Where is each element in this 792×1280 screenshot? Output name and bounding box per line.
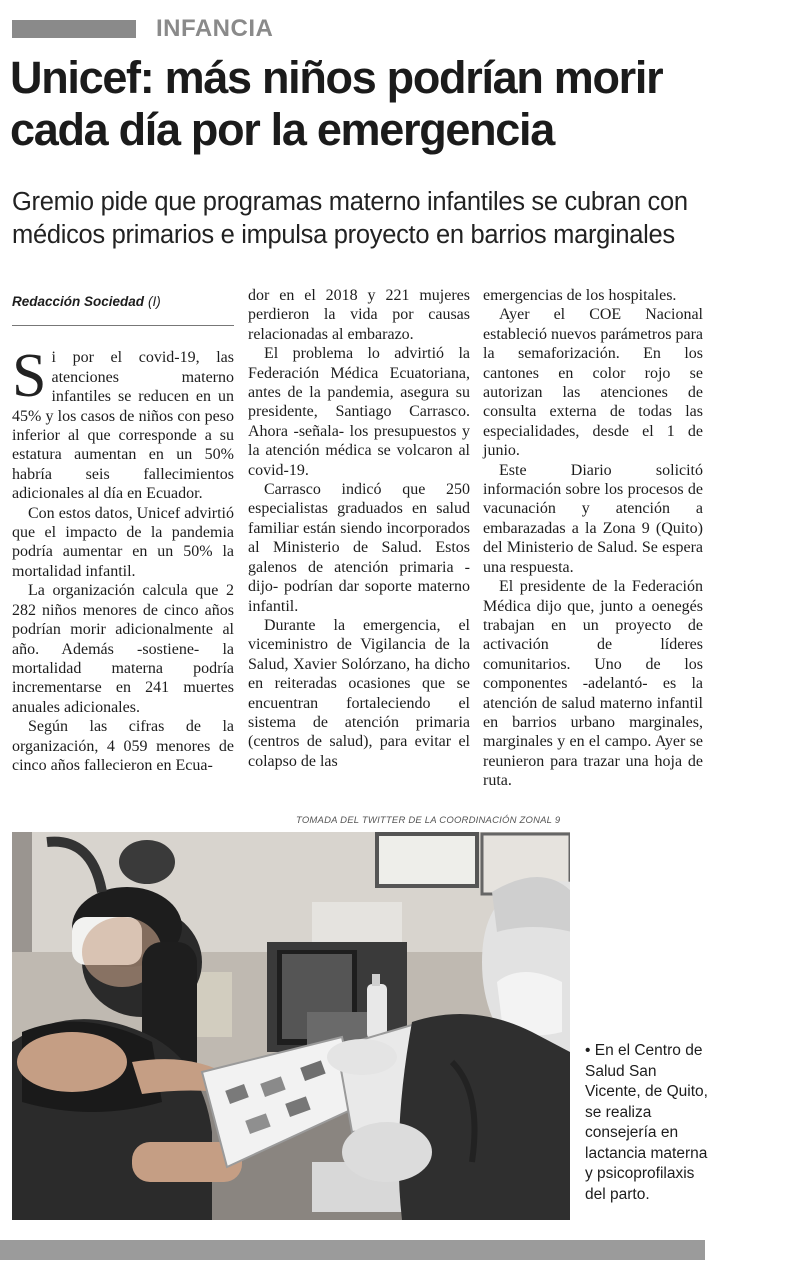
article-paragraph-continued: emergencias de los hospitales. <box>483 287 677 304</box>
byline-tag: (I) <box>148 294 161 309</box>
byline <box>12 292 234 311</box>
article-paragraph: Si por el covid-19, las atenciones materno infantiles se reducen en un 45% y los casos de niños con peso inferior al que corresponde a su estatura aumentan en un 50% habría seis fallecimientos adicionales al día en Ecuador. <box>12 342 234 503</box>
byline-divider <box>12 325 234 326</box>
headline-line-2: cada día por la emergencia <box>10 104 554 155</box>
article-paragraph: Carrasco indicó que 250 especialistas graduados en salud familiar están siendo incorporados al Ministerio de Salud. Estos galenos de atención primaria -dijo- podrían dar soporte materno infantil. <box>248 481 470 615</box>
section-bar <box>12 20 136 38</box>
subheadline <box>12 186 772 252</box>
article-photo <box>12 832 570 1220</box>
article-paragraph: El presidente de la Federación Médica dijo que, junto a oenegés trabajan en un proyecto de activación de líderes comunitarios. Uno de los componentes -adelantó- es la atención de salud materno infantil en barrios urbano marginales, marginales y en el campo. Ayer se reunieron para trazar una hoja de ruta. <box>483 578 703 790</box>
article-paragraph: Ayer el COE Nacional estableció nuevos parámetros para la semaforización. En los cantones en color rojo se autorizan las atenciones de consulta externa de todas las especialidades, desde el 1 de junio. <box>483 306 703 460</box>
subheadline-line-1: Gremio pide que programas materno infantiles se cubran con <box>12 188 688 216</box>
section-label: INFANCIA <box>156 15 274 42</box>
photo-caption: • En el Centro de Salud San Vicente, de Quito, se realiza consejería en lactancia materna y psicoprofilaxis del parto. <box>585 1042 708 1203</box>
article-paragraph: Según las cifras de la organización, 4 059 menores de cinco años fallecieron en Ecua- <box>12 718 234 774</box>
article-paragraph-continued: dor en el 2018 y 221 mujeres perdieron la vida por causas relacionadas al embarazo. <box>248 287 470 343</box>
article-column-2 <box>248 286 470 771</box>
article-paragraph: La organización calcula que 2 282 niños menores de cinco años podrían morir adicionalmente al año. Además -sostiene- la mortalidad materna podría incrementarse en 241 muertes anuales adicionales. <box>12 582 234 716</box>
byline-author: Redacción Sociedad <box>12 294 145 309</box>
article-column-1 <box>12 286 234 775</box>
article-paragraph: Durante la emergencia, el viceministro de Vigilancia de la Salud, Xavier Solórzano, ha dicho en reiteradas ocasiones que se encuentran fortaleciendo el sistema de atención primaria (centros de salud), para evitar el colapso de las <box>248 616 470 770</box>
article-column-3 <box>483 286 703 791</box>
photo-illustration <box>12 832 570 1220</box>
subheadline-line-2: médicos primarios e impulsa proyecto en barrios marginales <box>12 221 675 249</box>
headline-line-1: Unicef: más niños podrían morir <box>10 52 663 103</box>
footer-bar <box>0 1240 705 1260</box>
article-paragraph: Con estos datos, Unicef advirtió que el impacto de la pandemia podría aumentar en un 50% la mortalidad infantil. <box>12 504 234 580</box>
drop-cap: S <box>12 342 47 411</box>
photo-credit: TOMADA DEL TWITTER DE LA COORDINACIÓN ZONAL 9 <box>296 815 561 826</box>
article-paragraph: Este Diario solicitó información sobre los procesos de vacunación y atención a embarazadas a la Zona 9 (Quito) del Ministerio de Salud. Se espera una respuesta. <box>483 461 703 576</box>
headline <box>10 52 770 156</box>
article-paragraph: El problema lo advirtió la Federación Médica Ecuatoriana, antes de la pandemia, asegura su presidente, Santiago Carrasco. Ahora -señala- los presupuestos y la atención médica se volcaron al covid-19. <box>248 345 470 479</box>
